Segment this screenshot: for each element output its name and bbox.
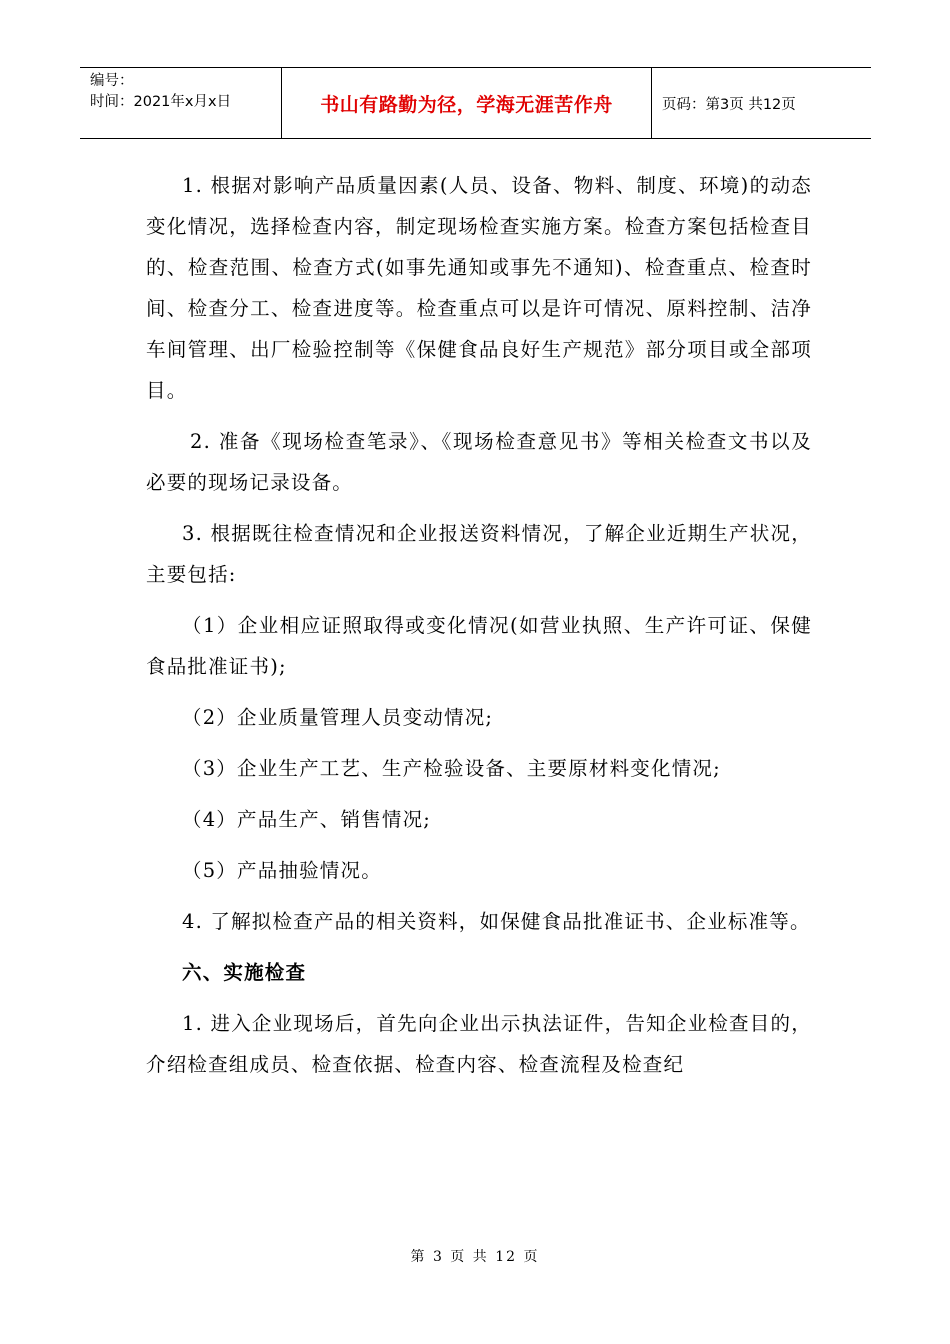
- header-page-info: 页码：第3页 共12页: [662, 96, 796, 113]
- list-item-5: （5）产品抽验情况。: [182, 859, 382, 882]
- list-item-3: （3）企业生产工艺、生产检验设备、主要原材料变化情况;: [182, 757, 721, 780]
- section-heading: 六、实施检查: [182, 961, 307, 984]
- document-body: [146, 165, 812, 1095]
- list-item-4: （4）产品生产、销售情况;: [182, 808, 432, 831]
- list-item-2: （2）企业质量管理人员变动情况;: [182, 706, 494, 729]
- paragraph-3: 3. 根据既往检查情况和企业报送资料情况，了解企业近期生产状况，主要包括:: [146, 522, 812, 586]
- page-header: [80, 67, 871, 139]
- header-motto: 书山有路勤为径，学海无涯苦作舟: [282, 68, 652, 138]
- page-footer: 第 3 页 共 12 页: [410, 1249, 540, 1265]
- document-date: 时间：2021年x月x日: [90, 94, 232, 110]
- paragraph-1: 1. 根据对影响产品质量因素(人员、设备、物料、制度、环境)的动态变化情况，选择检查内容，制定现场检查实施方案。检查方案包括检查目的、检查范围、检查方式(如事先通知或事先不通知)、检查重点、检查时间、检查分工、检查进度等。检查重点可以是许可情况、原料控制、洁净车间管理、出厂检验控制等《保健食品良好生产规范》部分项目或全部项目。: [146, 174, 812, 402]
- paragraph-4: 4. 了解拟检查产品的相关资料，如保健食品批准证书、企业标准等。: [182, 910, 811, 933]
- section-paragraph-1: 1. 进入企业现场后，首先向企业出示执法证件，告知企业检查目的，介绍检查组成员、检查依据、检查内容、检查流程及检查纪: [146, 1012, 812, 1076]
- header-meta: [80, 68, 282, 138]
- document-number-label: 编号：: [90, 73, 134, 89]
- paragraph-2: 2. 准备《现场检查笔录》、《现场检查意见书》等相关检查文书以及必要的现场记录设备。: [146, 430, 812, 494]
- list-item-1: （1）企业相应证照取得或变化情况(如营业执照、生产许可证、保健食品批准证书);: [146, 614, 812, 678]
